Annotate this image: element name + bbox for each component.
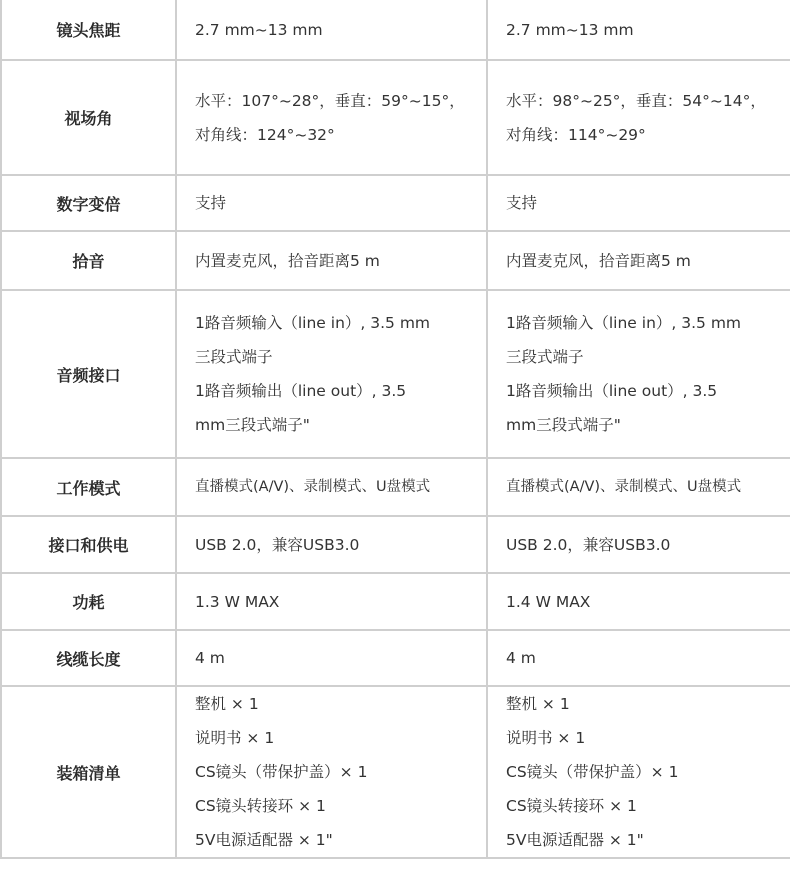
cell-model-2: [487, 686, 790, 858]
row-label: 功耗: [1, 573, 176, 630]
cell-model-2: [487, 458, 790, 516]
cell-line: 1路音频输出（line out）, 3.5: [506, 382, 718, 400]
cell-line: mm三段式端子": [506, 416, 621, 434]
table-row: [1, 630, 790, 686]
row-label: 装箱清单: [1, 686, 176, 858]
row-label: 镜头焦距: [1, 0, 176, 60]
cell-model-1: [176, 60, 487, 175]
cell-line: 说明书 × 1: [506, 729, 586, 747]
cell-line: 1路音频输出（line out）, 3.5: [195, 382, 407, 400]
cell-model-2: [487, 630, 790, 686]
cell-line: 1.4 W MAX: [506, 592, 591, 611]
cell-line: 支持: [195, 194, 227, 212]
row-label: 接口和供电: [1, 516, 176, 573]
table-row: [1, 175, 790, 231]
cell-line: 1路音频输入（line in）, 3.5 mm: [506, 314, 742, 332]
cell-model-1: [176, 290, 487, 458]
cell-line: 1.3 W MAX: [195, 592, 280, 611]
cell-line: 5V电源适配器 × 1": [506, 831, 644, 849]
row-label: 视场角: [1, 60, 176, 175]
table-row: [1, 290, 790, 458]
cell-model-1: [176, 231, 487, 290]
cell-line: USB 2.0，兼容USB3.0: [506, 535, 671, 554]
cell-line: 4 m: [506, 649, 536, 667]
cell-model-1: [176, 458, 487, 516]
cell-model-2: [487, 231, 790, 290]
cell-model-1: [176, 516, 487, 573]
cell-line: 三段式端子: [506, 348, 584, 366]
cell-line: 内置麦克风，拾音距离5 m: [195, 251, 380, 270]
cell-line: 支持: [506, 194, 538, 212]
table-row: [1, 686, 790, 858]
cell-line: 内置麦克风，拾音距离5 m: [506, 251, 691, 270]
cell-line: CS镜头（带保护盖）× 1: [195, 763, 368, 781]
row-label: 工作模式: [1, 458, 176, 516]
table-row: [1, 516, 790, 573]
cell-line: CS镜头（带保护盖）× 1: [506, 763, 679, 781]
table-row: [1, 231, 790, 290]
cell-line: 对角线：114°~29°: [506, 125, 646, 144]
cell-line: 5V电源适配器 × 1": [195, 831, 333, 849]
cell-line: CS镜头转接环 × 1: [506, 797, 637, 815]
cell-model-1: [176, 0, 487, 60]
table-row: [1, 573, 790, 630]
cell-line: 直播模式(A/V)、录制模式、U盘模式: [506, 479, 742, 495]
cell-line: 整机 × 1: [506, 695, 570, 713]
cell-line: 水平：107°~28°，垂直：59°~15°，: [195, 91, 465, 110]
table-row: [1, 458, 790, 516]
cell-model-2: [487, 60, 790, 175]
cell-model-1: [176, 630, 487, 686]
cell-model-2: [487, 175, 790, 231]
row-label: 线缆长度: [1, 630, 176, 686]
cell-line: 三段式端子: [195, 348, 273, 366]
cell-line: CS镜头转接环 × 1: [195, 797, 326, 815]
cell-model-1: [176, 175, 487, 231]
cell-model-2: [487, 0, 790, 60]
cell-model-1: [176, 573, 487, 630]
row-label: 数字变倍: [1, 175, 176, 231]
row-label: 音频接口: [1, 290, 176, 458]
cell-line: 水平：98°~25°，垂直：54°~14°，: [506, 91, 766, 110]
cell-line: 2.7 mm~13 mm: [506, 20, 634, 39]
cell-model-2: [487, 516, 790, 573]
table-row: [1, 60, 790, 175]
cell-model-2: [487, 573, 790, 630]
cell-line: USB 2.0，兼容USB3.0: [195, 535, 360, 554]
cell-line: 4 m: [195, 649, 225, 667]
row-label: 拾音: [1, 231, 176, 290]
cell-model-2: [487, 290, 790, 458]
cell-model-1: [176, 686, 487, 858]
cell-line: 说明书 × 1: [195, 729, 275, 747]
cell-line: 2.7 mm~13 mm: [195, 20, 323, 39]
cell-line: 直播模式(A/V)、录制模式、U盘模式: [195, 479, 431, 495]
table-row: [1, 0, 790, 60]
cell-line: mm三段式端子": [195, 416, 310, 434]
cell-line: 1路音频输入（line in）, 3.5 mm: [195, 314, 431, 332]
cell-line: 对角线：124°~32°: [195, 125, 335, 144]
cell-line: 整机 × 1: [195, 695, 259, 713]
